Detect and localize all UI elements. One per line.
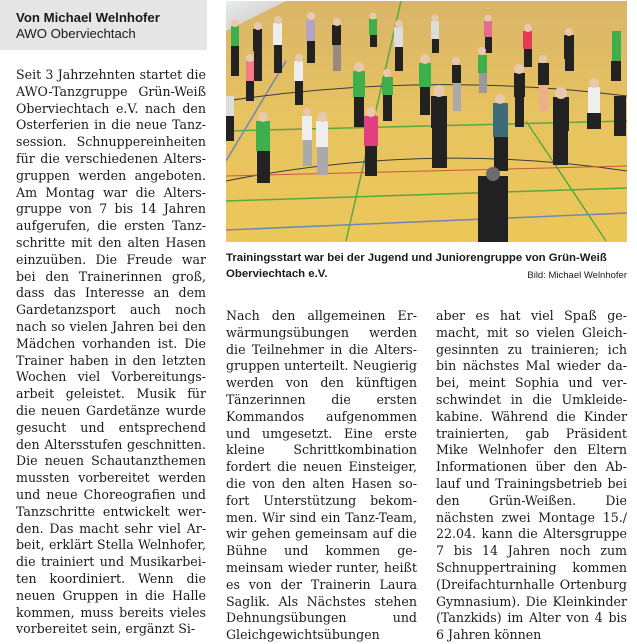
caption-text: Trainingsstart war bei der Jugend und Juniorengruppe von Grün-Weiß Oberviechtach e.V.	[226, 252, 607, 280]
author-name: Von Michael Welnhofer	[16, 10, 160, 25]
article-column-2	[226, 308, 417, 644]
article-column-1	[16, 67, 206, 638]
photo-dance-hall-icon	[226, 1, 627, 242]
photo-credit: Bild: Michael Welnhofer	[527, 269, 627, 281]
article-photo	[226, 1, 627, 242]
article-column-3	[436, 308, 627, 644]
article-paragraph: Nach den allgemeinen Erwärmungsübungen werden die Teilnehmer in die Altersgruppen unterteilt. Neugierig werden von den künftigen Tänzerinnen die ersten Kommandos aufgenommen und umgesetzt. Eine erste kleine Schrittkombination fordert die neuen Einsteiger, die von den alten Hasen sofort Unterstützung bekommen. Wir sind ein Tanz-Team, wir gehen gemeinsam auf die Bühne und kommen gemeinsam wieder runter, heißt es von der Trainerin Laura Saglik. Als Nächstes stehen Dehnungsübungen und Gleichgewichtsübungen	[226, 308, 417, 643]
author-box	[0, 0, 207, 50]
article-paragraph: aber es hat viel Spaß gemacht, mit so vielen Gleichgesinnten zu trainieren; ich bin nächstes Mal wieder dabei, meint Sophia und verschwindet in die Umkleidekabine. Während die Kinder trainierten, gab Präsident Mike Welnhofer den Eltern Informationen über den Ablauf und Trainingsbetrieb bei den Grün-Weißen. Die nächsten zwei Montage 15./ 22.04. kann die Altersgruppe 7 bis 14 Jahren noch zum Schnuppertraining kommen (Dreifachturnhalle Ortenburg Gymnasium). Die Kleinkinder (Tanzkids) im Alter von 4 bis 6 Jahren können	[436, 308, 627, 643]
author-organization: AWO Oberviechtach	[16, 26, 136, 41]
article-paragraph: Seit 3 Jahrzehnten startet die AWO-Tanzgruppe Grün-Weiß Oberviechtach e.V. nach den Osterferien in die neue Tanzsession. Schnuppereinheiten für die verschiedenen Altersgruppen werden angeboten. Am Montag war die Altersgruppe von 7 bis 14 Jahren aufgerufen, die ersten Tanzschritte mit den alten Hasen einzuüben. Die Freude war bei den Trainerinnen groß, dass das Interesse an dem Gardetanzsport auch noch nach so vielen Jahren bei den Mädchen vorhanden ist. Die Trainer haben in den letzten Wochen viel Vorbereitungsarbeit geleistet. Musik für die neuen Gardetänze wurde gesucht und entsprechend den Altersstufen geschnitten. Die neuen Schautanzthemen mussten vorbereitet werden und neue Choreografien und Tanzschritte entwickelt werden. Das macht sehr viel Arbeit, erklärt Stella Welnhofer, die trainiert und Musikarbeiten koordiniert. Wenn die neuen Gruppen in die Halle kommen, muss bereits vieles vorbereitet sein, ergänzt Si-	[16, 67, 206, 637]
photo-caption	[226, 251, 627, 283]
